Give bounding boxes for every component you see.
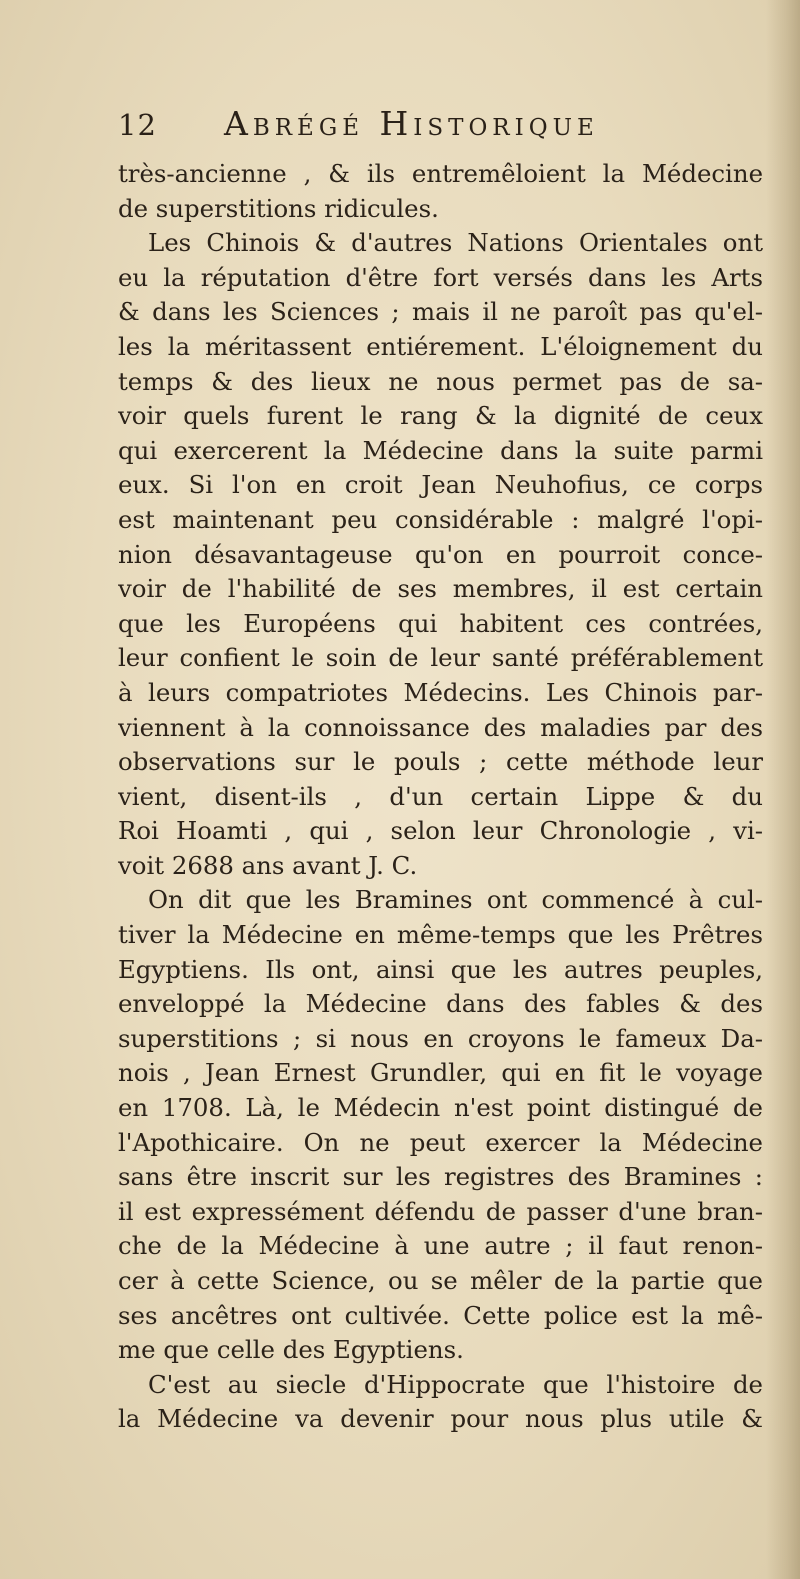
text-line: me que celle des Egyptiens.	[118, 1335, 464, 1365]
page-header	[118, 104, 718, 150]
text-line: Egyptiens. Ils ont, ainsi que les autres peuples,	[118, 954, 763, 984]
text-line: & dans les Sciences ; mais il ne paroît pas qu'el-	[118, 297, 763, 327]
page-number: 12	[118, 108, 157, 142]
text-line: leur confient le soin de leur santé préférablement	[118, 643, 763, 673]
text-line: cer à cette Science, ou se mêler de la partie que	[118, 1266, 763, 1295]
text-line: nois , Jean Ernest Grundler, qui en fit le voyage	[118, 1058, 763, 1088]
text-line: les la méritassent entiérement. L'éloignement du	[118, 331, 763, 361]
body-text	[118, 157, 763, 1437]
text-line: Roi Hoamti , qui , selon leur Chronologie , vi-	[118, 816, 763, 846]
page-edge-shadow	[766, 0, 800, 1579]
text-line: qui exercerent la Médecine dans la suite parmi	[118, 435, 763, 465]
text-line: tiver la Médecine en même-temps que les Prêtres	[118, 920, 763, 950]
text-line: ses ancêtres ont cultivée. Cette police est la mê-	[118, 1300, 763, 1330]
paragraph-first-line: On dit que les Bramines ont commencé à cul-	[148, 885, 763, 915]
text-line: voir quels furent le rang & la dignité de ceux	[118, 401, 763, 431]
text-line: viennent à la connoissance des maladies par des	[118, 712, 763, 742]
text-line: enveloppé la Médecine dans des fables & des	[118, 989, 763, 1019]
text-line: est maintenant peu considérable : malgré l'opi-	[118, 504, 763, 534]
paragraph-first-line: C'est au siecle d'Hippocrate que l'histoire de	[148, 1369, 763, 1399]
text-line: superstitions ; si nous en croyons le fameux Da-	[118, 1023, 763, 1053]
text-line: nion désavantageuse qu'on en pourroit conce-	[118, 539, 763, 569]
text-line: voir de l'habilité de ses membres, il est certain	[118, 574, 763, 604]
text-line: très-ancienne , & ils entremêloient la Médecine	[118, 159, 763, 188]
text-line: que les Européens qui habitent ces contrées,	[118, 608, 763, 638]
text-line: eu la réputation d'être fort versés dans les Arts	[118, 262, 763, 292]
text-line: che de la Médecine à une autre ; il faut renon-	[118, 1231, 763, 1261]
text-line: vient, disent-ils , d'un certain Lippe & du	[118, 781, 763, 811]
running-title: Abrégé Historique	[224, 104, 599, 143]
text-line: sans être inscrit sur les registres des Bramines :	[118, 1162, 763, 1192]
text-line: voit 2688 ans avant J. C.	[118, 850, 418, 880]
text-line: eux. Si l'on en croit Jean Neuhofius, ce corps	[118, 470, 763, 500]
text-line: de superstitions ridicules.	[118, 193, 439, 223]
text-line: temps & des lieux ne nous permet pas de sa-	[118, 366, 763, 396]
text-line: l'Apothicaire. On ne peut exercer la Médecine	[118, 1127, 763, 1157]
paragraph-first-line: Les Chinois & d'autres Nations Orientales ont	[148, 228, 763, 258]
text-line: il est expressément défendu de passer d'une bran-	[118, 1196, 763, 1226]
text-line: la Médecine va devenir pour nous plus utile &	[118, 1404, 763, 1434]
text-line: à leurs compatriotes Médecins. Les Chinois par-	[118, 677, 763, 707]
text-line: observations sur le pouls ; cette méthode leur	[118, 747, 763, 777]
text-line: en 1708. Là, le Médecin n'est point distingué de	[118, 1093, 763, 1123]
